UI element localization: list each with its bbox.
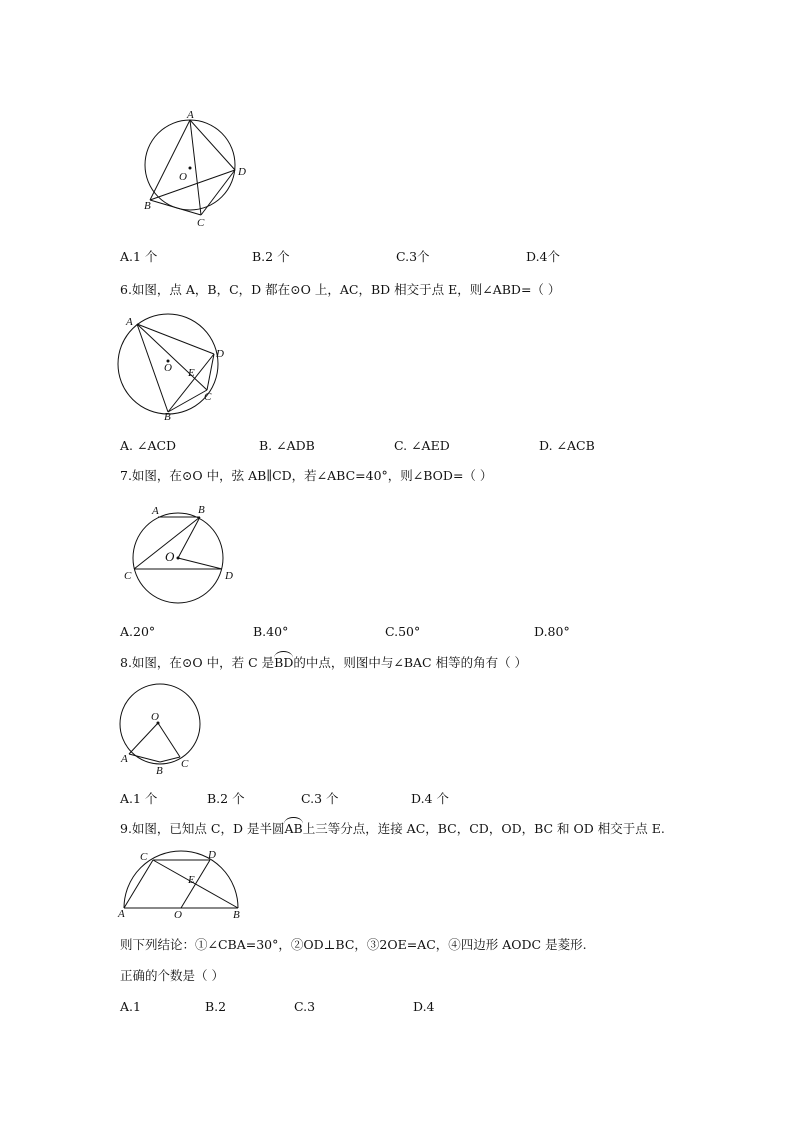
q9-arc-ab: AB	[284, 821, 303, 836]
q8-option-d[interactable]: D.4 个	[411, 791, 449, 806]
q7-label-b: B	[198, 504, 205, 516]
q9-label-d: D	[208, 849, 216, 861]
q6-option-c[interactable]: C. ∠AED	[394, 438, 450, 453]
q9-option-c[interactable]: C.3	[294, 999, 316, 1014]
q8-text-after: 的中点，则图中与∠BAC 相等的角有（ ）	[293, 655, 528, 670]
q6-circle-figure	[112, 312, 232, 422]
q6-label-e: E	[188, 367, 195, 379]
q5-label-d: D	[238, 166, 246, 178]
q9-text-after: 上三等分点，连接 AC，BC，CD，OD，BC 和 OD 相交于点 E.	[302, 821, 665, 836]
q9-question: 正确的个数是（ ）	[120, 968, 224, 983]
q9-question-text	[120, 821, 665, 837]
q6-option-d[interactable]: D. ∠ACB	[539, 438, 595, 453]
q9-option-a[interactable]: A.1	[120, 999, 141, 1014]
q9-semicircle-figure	[116, 848, 246, 920]
q9-label-b: B	[233, 909, 240, 920]
q6-option-b[interactable]: B. ∠ADB	[259, 438, 315, 453]
q9-option-b[interactable]: B.2	[205, 999, 227, 1014]
q5-option-d[interactable]: D.4个	[526, 249, 561, 264]
q7-label-o: O	[165, 549, 175, 564]
q9-label-a: A	[118, 908, 125, 920]
q6-label-b: B	[164, 411, 171, 422]
q8-label-a: A	[121, 753, 128, 765]
q8-label-o: O	[151, 711, 159, 723]
q7-label-d: D	[225, 570, 233, 582]
q9-label-e: E	[188, 874, 195, 886]
q7-option-a[interactable]: A.20°	[120, 624, 156, 639]
q6-option-a[interactable]: A. ∠ACD	[120, 438, 177, 453]
q8-option-b[interactable]: B.2 个	[207, 791, 245, 806]
q7-option-c[interactable]: C.50°	[385, 624, 421, 639]
q7-option-d[interactable]: D.80°	[534, 624, 570, 639]
q7-label-c: C	[124, 570, 132, 582]
q6-label-a: A	[126, 316, 133, 328]
q9-option-d[interactable]: D.4	[413, 999, 435, 1014]
q6-label-c: C	[204, 391, 212, 403]
q8-circle-figure	[112, 682, 212, 780]
q7-option-b[interactable]: B.40°	[253, 624, 289, 639]
q8-text-before: 8.如图，在⊙O 中，若 C 是	[120, 655, 275, 670]
q8-label-c: C	[181, 758, 189, 770]
q9-text-before: 9.如图，已知点 C，D 是半圆	[120, 821, 285, 836]
q8-option-c[interactable]: C.3 个	[301, 791, 339, 806]
q5-option-a[interactable]: A.1 个	[120, 249, 158, 264]
q6-question-text: 6.如图，点 A，B，C，D 都在⊙O 上，AC，BD 相交于点 E，则∠ABD=（ ）	[120, 282, 561, 297]
q8-question-text	[120, 655, 527, 671]
q5-option-b[interactable]: B.2 个	[252, 249, 290, 264]
q8-arc-bd: BD	[274, 655, 294, 670]
q9-label-c: C	[140, 851, 148, 863]
q8-option-a[interactable]: A.1 个	[120, 791, 158, 806]
q7-question-text: 7.如图，在⊙O 中，弦 AB∥CD，若∠ABC=40°，则∠BOD=（ ）	[120, 468, 493, 483]
q9-conclusions: 则下列结论：①∠CBA=30°，②OD⊥BC，③2OE=AC，④四边形 AODC 是菱形.	[120, 937, 587, 952]
q6-label-o: O	[164, 362, 172, 374]
q5-label-b: B	[144, 200, 151, 212]
q8-label-b: B	[156, 765, 163, 777]
q7-label-a: A	[152, 505, 159, 517]
q6-label-d: D	[216, 348, 224, 360]
q5-label-o: O	[179, 171, 187, 183]
q5-option-c[interactable]: C.3个	[396, 249, 430, 264]
q9-label-o: O	[174, 909, 182, 920]
q5-label-c: C	[197, 217, 205, 229]
q7-circle-figure	[120, 500, 245, 610]
q5-label-a: A	[187, 109, 194, 121]
q5-circle-figure	[130, 105, 260, 235]
